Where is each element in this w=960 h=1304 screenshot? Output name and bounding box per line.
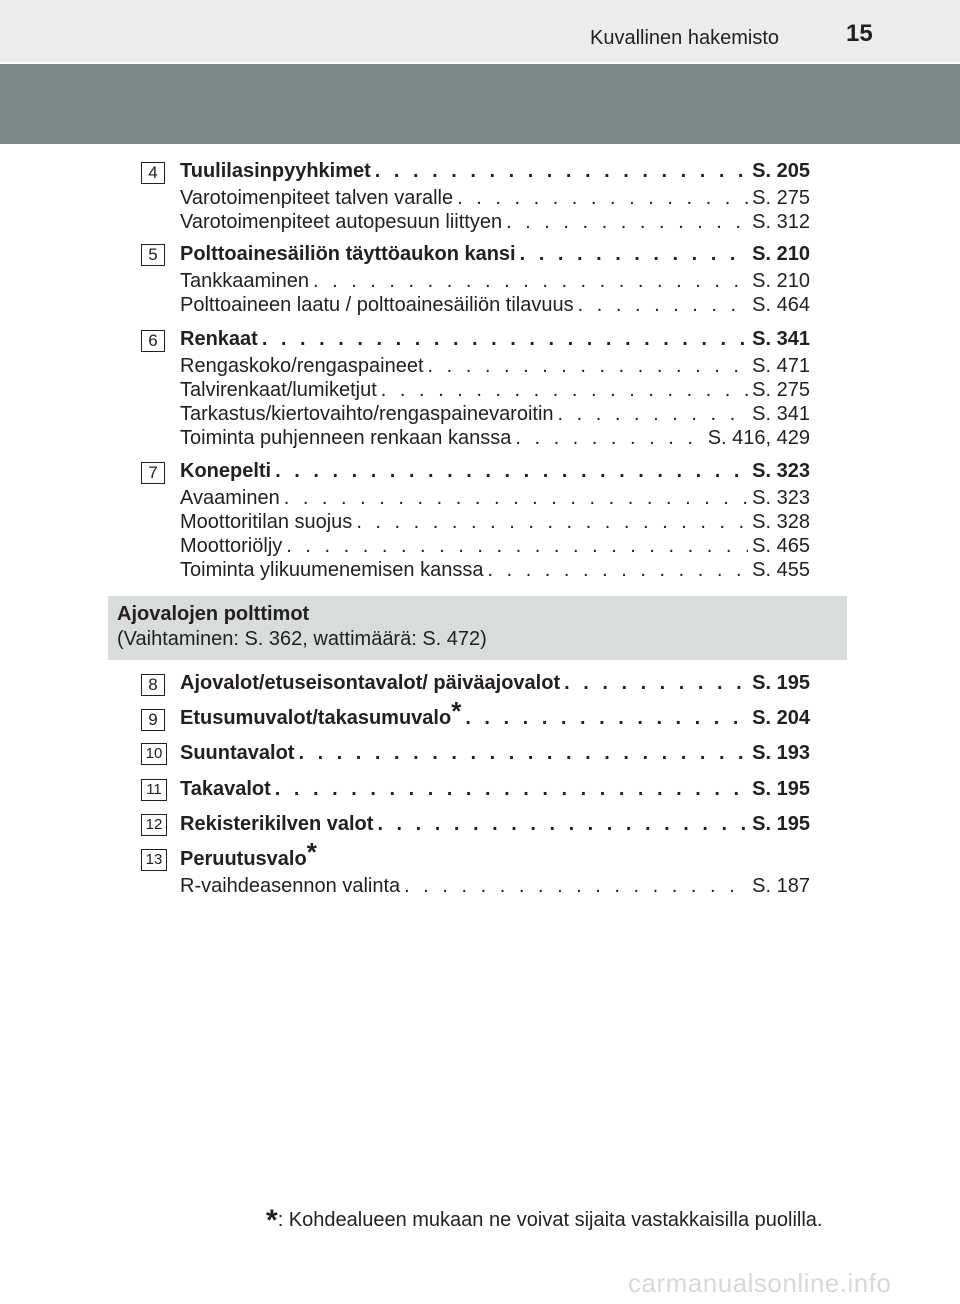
entry-page: S. 195 [752,813,810,835]
entry-page: S. 323 [752,460,810,482]
dot-leader [465,707,748,730]
index-entry-main [180,742,810,766]
page-number: 15 [846,20,873,47]
bulb-callout [108,596,847,660]
entry-label: Tuulilasinpyyhkimet [180,160,371,182]
entry-label: Avaaminen [180,487,280,509]
entry-label-text: Rekisterikilven valot [180,813,374,835]
index-entry-main [180,672,810,696]
top-bar [0,0,960,62]
footnote [266,1200,823,1237]
dot-leader [404,875,748,898]
index-entry-sub [180,355,810,379]
entry-label: Moottoritilan suojus [180,511,353,533]
entry-page: S. 465 [752,535,810,557]
index-entry-main [180,813,810,837]
callout-subtitle: (Vaihtaminen: S. 362, wattimäärä: S. 472) [117,628,487,650]
index-entry-sub [180,487,810,511]
entry-page: S. 328 [752,511,810,533]
entry-page: S. 455 [752,559,810,581]
index-entry-sub [180,270,810,294]
entry-label [180,672,560,695]
entry-page: S. 210 [752,270,810,292]
entry-page: S. 416, 429 [707,427,810,449]
dot-leader [381,379,748,402]
item-number-8: 8 [141,674,165,696]
item-number-12: 12 [141,814,167,836]
dot-leader [487,559,748,582]
entry-label [180,742,294,765]
dot-leader [356,511,748,534]
dot-leader [564,672,748,695]
entry-page: S. 187 [752,875,810,897]
entry-page: S. 195 [752,672,810,694]
footnote-asterisk: * [266,1204,278,1237]
callout-title: Ajovalojen polttimot [117,603,310,625]
entry-page: S. 464 [752,294,810,316]
entry-label: Moottoriöljy [180,535,283,557]
entry-page: S. 323 [752,487,810,509]
header-band [0,64,960,144]
index-entry-main [180,460,810,484]
dot-leader [313,270,748,293]
index-entry-sub [180,294,810,318]
index-entry-main [180,328,810,352]
entry-label: Konepelti [180,460,272,482]
entry-page: S. 193 [752,742,810,764]
item-number-9: 9 [141,709,165,731]
dot-leader [428,355,749,378]
item-number-6: 6 [141,330,165,352]
dot-leader [515,427,703,450]
entry-label [180,813,373,836]
entry-page: S. 210 [752,243,810,265]
index-entry-sub [180,211,810,235]
index-entry-main [180,243,810,267]
entry-label: Toiminta puhjenneen renkaan kanssa [180,427,512,449]
entry-label-text: Etusumuvalot/takasumuvalo [180,707,452,729]
index-entry-sub [180,559,810,583]
entry-page: S. 312 [752,211,810,233]
item-number-10: 10 [141,743,167,765]
dot-leader [275,778,748,801]
entry-label-text: Peruutusvalo [180,848,307,870]
entry-page: S. 341 [752,403,810,425]
entry-label: Renkaat [180,328,258,350]
index-entry-main [180,837,810,872]
entry-label: Rengaskoko/rengaspaineet [180,355,424,377]
dot-leader [457,187,748,210]
index-entry-sub [180,535,810,559]
item-number-5: 5 [141,244,165,266]
index-entry-sub [180,427,810,451]
dot-leader [578,294,749,317]
entry-page: S. 275 [752,379,810,401]
entry-page: S. 471 [752,355,810,377]
entry-label: Varotoimenpiteet autopesuun liittyen [180,211,503,233]
index-entry-main [180,696,810,731]
index-entry-sub [180,187,810,211]
dot-leader [506,211,748,234]
entry-label: Talvirenkaat/lumiketjut [180,379,377,401]
section-title: Kuvallinen hakemisto [590,27,779,49]
asterisk-mark: * [451,696,462,727]
watermark: carmanualsonline.info [628,1268,892,1298]
dot-leader [520,243,749,266]
dot-leader [377,813,748,836]
item-number-4: 4 [141,162,165,184]
dot-leader [375,160,748,183]
index-entry-sub [180,403,810,427]
entry-label: Varotoimenpiteet talven varalle [180,187,454,209]
entry-label [180,696,462,730]
entry-label: Polttoainesäiliön täyttöaukon kansi [180,243,516,265]
dot-leader [284,487,748,510]
item-number-13: 13 [141,849,167,871]
entry-label [180,837,317,871]
item-number-7: 7 [141,462,165,484]
entry-page: S. 205 [752,160,810,182]
index-entry-sub [180,875,810,899]
entry-page: S. 204 [752,707,810,729]
entry-label-text: Takavalot [180,778,271,800]
entry-label-text: Suuntavalot [180,742,295,764]
entry-label [180,778,271,801]
dot-leader [286,535,748,558]
entry-page: S. 275 [752,187,810,209]
index-entry-sub [180,511,810,535]
item-number-11: 11 [141,779,167,801]
entry-page: S. 341 [752,328,810,350]
entry-label: Tankkaaminen [180,270,309,292]
footnote-text: : Kohdealueen mukaan ne voivat sijaita vastakkaisilla puolilla. [277,1209,823,1231]
index-entry-main [180,160,810,184]
entry-label: Polttoaineen laatu / polttoainesäiliön tilavuus [180,294,574,316]
dot-leader [262,328,748,351]
dot-leader [298,742,748,765]
entry-label: Toiminta ylikuumenemisen kanssa [180,559,484,581]
index-entry-sub [180,379,810,403]
dot-leader [558,403,749,426]
dot-leader [275,460,748,483]
entry-label: Tarkastus/kiertovaihto/rengaspainevaroitin [180,403,554,425]
entry-page: S. 195 [752,778,810,800]
entry-label: R-vaihdeasennon valinta [180,875,401,897]
asterisk-mark: * [306,837,317,868]
index-entry-main [180,778,810,802]
entry-label-text: Ajovalot/etuseisontavalot/ päiväajovalot [180,672,561,694]
